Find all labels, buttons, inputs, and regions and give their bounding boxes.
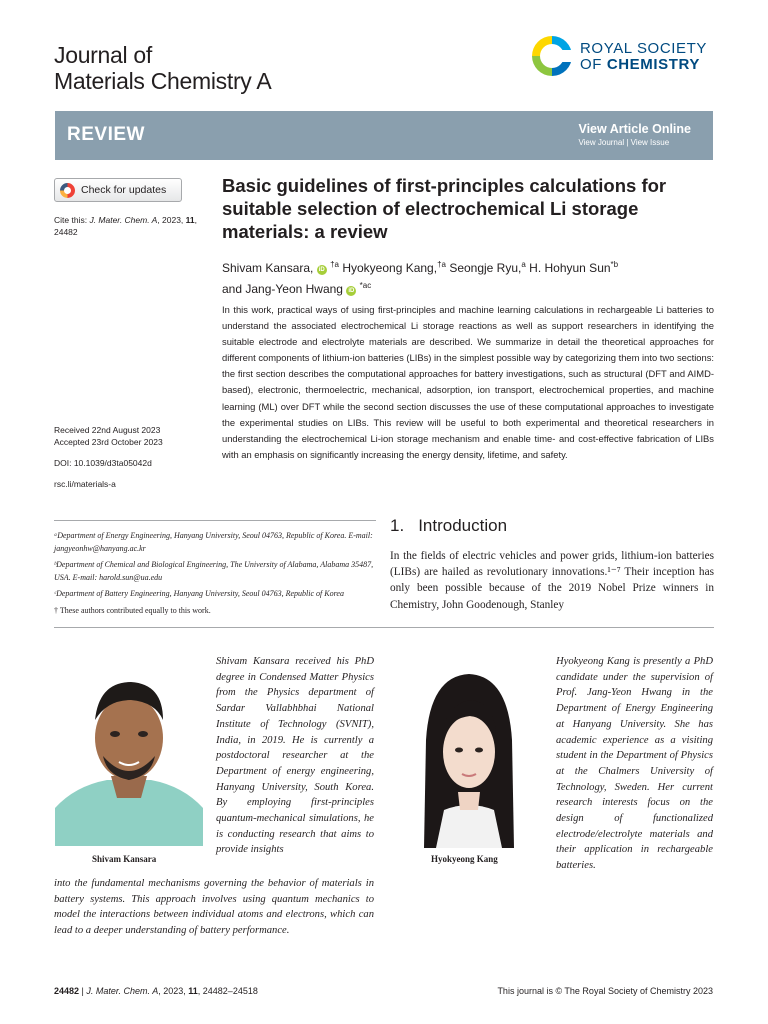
- received-date: Received 22nd August 2023: [54, 425, 161, 435]
- check-for-updates-label: Check for updates: [81, 184, 167, 196]
- article-type-label: REVIEW: [67, 124, 145, 145]
- section-heading: [390, 516, 521, 536]
- journal-title-line1: Journal of: [54, 42, 153, 68]
- author-bio-kansara-continued: into the fundamental mechanisms governing the behavior of materials in battery systems. This approach involves using quantum mechanics to model the interactions between individual atoms and electrons, which can lead to a deeper understanding of battery performance.: [54, 878, 374, 937]
- footer-copyright: This journal is © The Royal Society of Chemistry 2023: [497, 986, 713, 996]
- journal-title-line2: Materials Chemistry A: [54, 68, 272, 94]
- divider: [54, 520, 376, 521]
- affiliations: [54, 530, 378, 622]
- check-for-updates-button[interactable]: [54, 178, 182, 202]
- publisher-name-line1: ROYAL SOCIETY: [580, 40, 707, 57]
- author-name[interactable]: H. Hohyun Sun: [529, 261, 611, 275]
- equal-contribution-note: † These authors contributed equally to this work.: [54, 605, 211, 615]
- article-type-banner: [55, 111, 713, 160]
- author-list: Shivam Kansara, iD $^{\dagger a}$ Hyokyeong Kang,$^{\dagger a}$ Seongje Ryu,$^a$ H. Hohyun Sun$^{*b}$ and Jang-Yeon Hwang iD $^{*ac}$: [222, 260, 619, 296]
- journal-title: [54, 42, 271, 94]
- affiliation-c: ᶜDepartment of Battery Engineering, Hanyang University, Seoul 04763, Republic of Korea: [54, 589, 344, 599]
- affiliation-a: ᵃDepartment of Energy Engineering, Hanyang University, Seoul 04763, Republic of Korea. E-mail: jangyeonhw@hanyang.ac.kr: [54, 531, 373, 553]
- author-name[interactable]: Shivam Kansara,: [222, 261, 314, 275]
- author-photo-kansara: [55, 658, 203, 846]
- photo-caption: Shivam Kansara: [92, 854, 157, 864]
- abstract: In this work, practical ways of using first-principles and machine learning calculations in rechargeable Li batteries to understand the associated electrochemical Li storage reactions as well as support researchers in identifying the suitable electrode and electrolyte materials are described. We summarize in detail the theoretical approaches for different components of lithium-ion batteries (LIBs) in the simplest possible way by categorizing them into two sections: the first section describes the computational approaches for battery investigations, such as structural (DFT and AIMD-based), electronic, thermoelectric, mechanical, adsorption, ion transport, electrochemical properties, and machine learning (ML) over DFT while the second section discusses the use of these computational approaches to investigate the experimental studies on LIBs. This review will be useful to both experimental and theoretical researchers in understanding the electrochemical Li-ion storage mechanism and enable time- and cost-effective fabrication of LIBs with an emphasis on significantly increasing the energy density, lifetime, and safety.: [222, 304, 714, 460]
- rsc-logo-icon: [528, 32, 576, 80]
- page-number: 24482: [54, 986, 80, 996]
- citation: Cite this: J. Mater. Chem. A, 2023, 11, 24482: [54, 215, 198, 237]
- author-bio-kansara: Shivam Kansara received his PhD degree in Condensed Matter Physics from the Physics department of Sardar Vallabhbhai National Institute of Technology (SVNIT), India, in 2019. He is currently a postdoctoral researcher at the Department of energy engineering, Hanyang University, South Korea. By employing first-principles quantum-mechanical simulations, he is conducting research that aims to provide insights: [216, 656, 374, 856]
- author-name[interactable]: Seongje Ryu,: [449, 261, 522, 275]
- section-number: 1.: [390, 516, 405, 535]
- publisher-name-line2: OF CHEMISTRY: [580, 56, 700, 73]
- article-title: Basic guidelines of first-principles calculations for suitable selection of electrochemical Li storage materials: a review: [222, 175, 667, 242]
- orcid-icon[interactable]: iD: [348, 288, 355, 294]
- view-article-online-link[interactable]: View Article Online: [578, 122, 691, 136]
- affiliation-b: ᵇDepartment of Chemical and Biological Engineering, The University of Alabama, Alabama 35487, USA. E-mail: harold.sun@ua.edu: [54, 560, 374, 582]
- introduction-text: In the fields of electric vehicles and power grids, lithium-ion batteries (LIBs) are hailed as revolutionary innovations.¹⁻⁷ Their inception has only been possible because of the 2019 Nobel Prize winners in Chemistry, John Goodenough, Stanley: [390, 550, 714, 611]
- view-journal-issue-links[interactable]: View Journal | View Issue: [578, 138, 670, 147]
- doi-link[interactable]: DOI: 10.1039/d3ta05042d: [54, 458, 152, 468]
- crossmark-icon: [60, 183, 75, 198]
- author-photo-kang: [396, 660, 542, 848]
- author-bio-kang: Hyokyeong Kang is presently a PhD candidate under the supervision of Prof. Jang-Yeon Hwang in the Department of Energy Engineering at Hanyang University. She has academic experience as a visiting student in the Department of Physics at the Chalmers University of Technology, Sweden. Her current research interests focus on the design of functionalized electrode/electrolyte materials and their application in rechargeable batteries.: [556, 656, 713, 872]
- footer-citation: 24482 | J. Mater. Chem. A, 2023, 11, 24482–24518: [54, 986, 258, 996]
- short-link[interactable]: rsc.li/materials-a: [54, 479, 116, 489]
- orcid-icon[interactable]: iD: [318, 267, 325, 273]
- author-name[interactable]: Hyokyeong Kang,: [342, 261, 438, 275]
- rsc-logo[interactable]: [528, 32, 718, 86]
- section-title: Introduction: [418, 516, 508, 535]
- article-dates: [54, 424, 163, 448]
- photo-caption: Hyokyeong Kang: [431, 854, 498, 864]
- divider: [54, 627, 714, 628]
- accepted-date: Accepted 23rd October 2023: [54, 437, 163, 447]
- author-name[interactable]: and Jang-Yeon Hwang: [222, 282, 343, 296]
